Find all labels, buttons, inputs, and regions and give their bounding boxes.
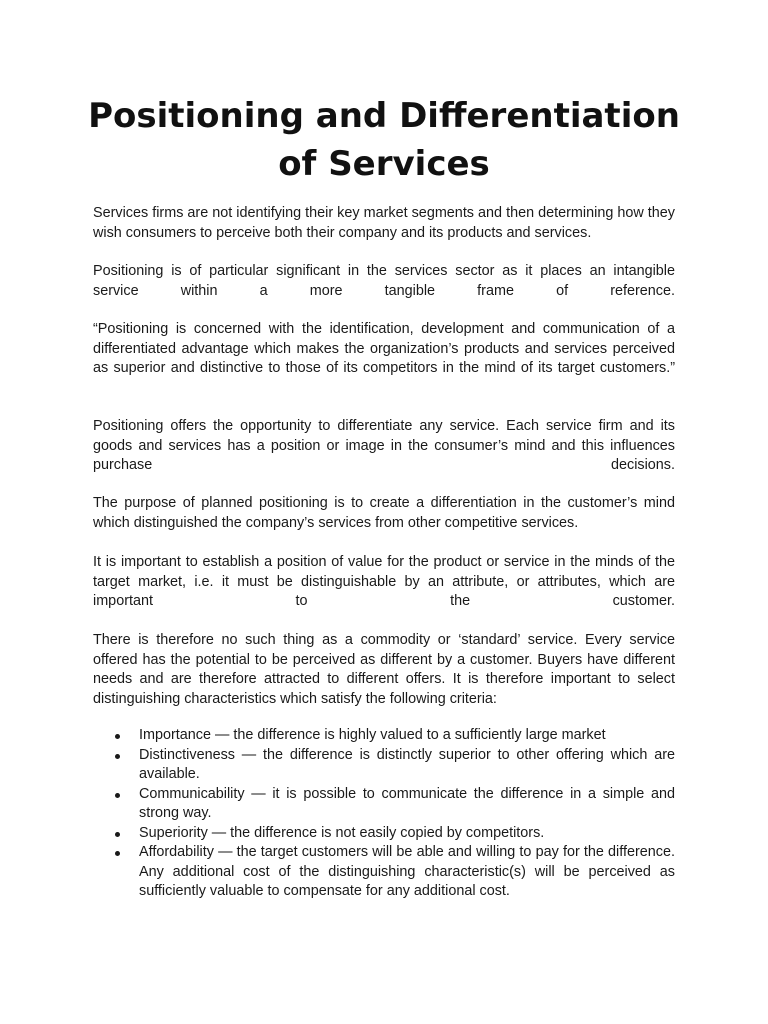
page-title: Positioning and Differentiation — [88, 96, 680, 136]
list-item — [93, 726, 675, 746]
bullet-icon — [115, 734, 120, 739]
bullet-icon — [115, 851, 120, 856]
paragraph: There is therefore no such thing as a commodity or ‘standard’ service. Every service offered has the potential to be perceived as different by a customer. Buyers have different needs and are therefore attracted to different offers. It is therefore important to select distinguishing characteristics which satisfy the following criteria: — [93, 632, 675, 707]
paragraph: The purpose of planned positioning is to create a differentiation in the customer’s mind which distinguished the company’s services from other competitive services. — [93, 495, 675, 531]
page-title-continuation: of Services — [278, 144, 490, 184]
list-item-text: Superiority — the difference is not easily copied by competitors. — [139, 824, 545, 841]
list-item — [93, 843, 675, 902]
bullet-icon — [115, 754, 120, 759]
list-item-text: Distinctiveness — the difference is distinctly superior to other offering which are available. — [139, 746, 675, 782]
paragraph: Services firms are not identifying their key market segments and then determining how they wish consumers to perceive both their company and its products and services. — [93, 205, 675, 241]
paragraph: Positioning is of particular significant in the services sector as it places an intangible service within a more tangible frame of reference. — [93, 263, 675, 299]
bullet-icon — [115, 793, 120, 798]
list-item — [93, 785, 675, 824]
list-item-text: Importance — the difference is highly valued to a sufficiently large market — [139, 727, 606, 743]
list-item — [93, 746, 675, 785]
list-item-text: Communicability — it is possible to communicate the difference in a simple and strong way. — [139, 785, 675, 821]
criteria-list — [93, 726, 675, 902]
paragraph: It is important to establish a position of value for the product or service in the minds of the target market, i.e. it must be distinguishable by an attribute, or attributes, which are important to the customer. — [93, 554, 675, 609]
paragraph: Positioning offers the opportunity to differentiate any service. Each service firm and its goods and services has a position or image in the consumer’s mind and this influences purchase decisions. — [93, 418, 675, 473]
list-item-text: Affordability — the target customers will be able and willing to pay for the difference. Any additional cost of the distinguishing characteristic(s) will be perceived as sufficiently valuable to compensate for any additional cost. — [139, 844, 675, 899]
quote-paragraph: “Positioning is concerned with the identification, development and communication of a differentiated advantage which makes the organization’s products and services perceived as superior and distinctive to those of its competitors in the mind of its target customers.” — [93, 321, 675, 376]
bullet-icon — [115, 832, 120, 837]
list-item — [93, 824, 675, 844]
